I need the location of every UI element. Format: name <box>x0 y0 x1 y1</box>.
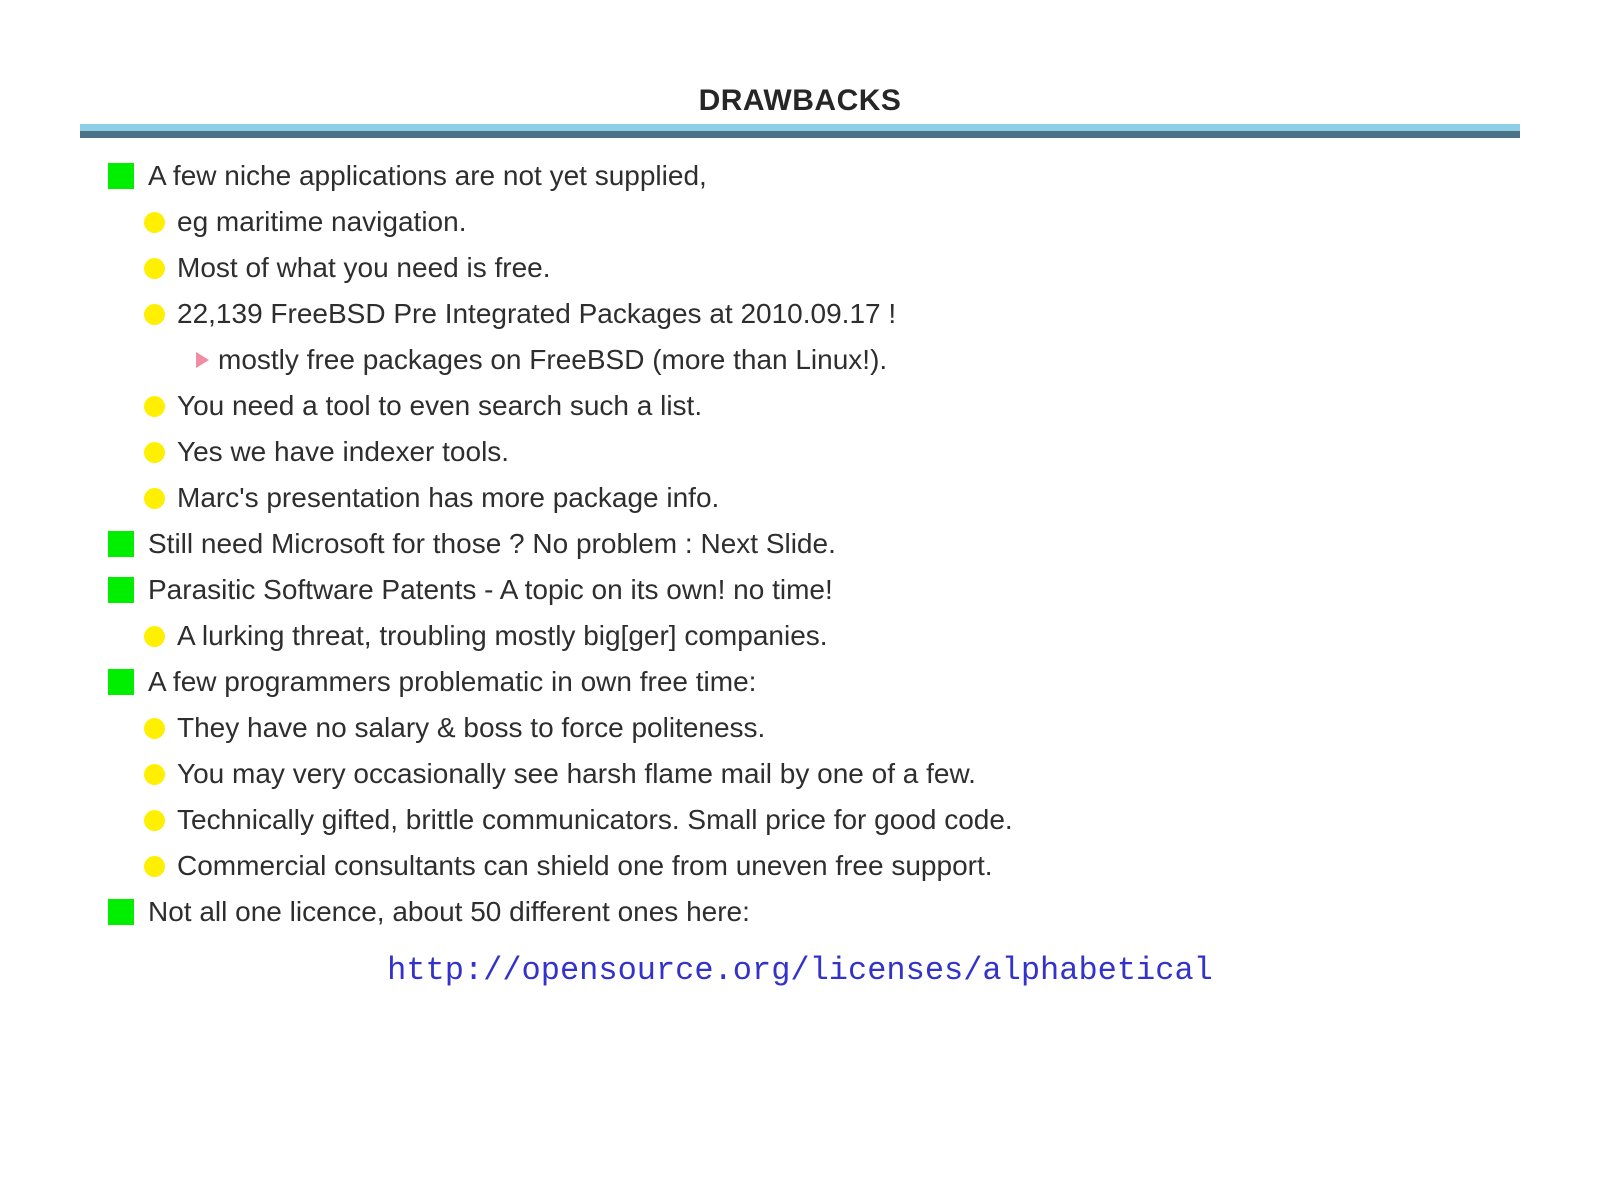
list-item <box>0 199 1600 245</box>
circle-bullet-icon <box>144 764 165 785</box>
bullet-text: Parasitic Software Patents - A topic on its own! no time! <box>148 574 833 605</box>
bullet-text: Yes we have indexer tools. <box>177 436 510 467</box>
circle-bullet-icon <box>144 626 165 647</box>
square-bullet-icon <box>108 669 134 695</box>
list-item <box>0 751 1600 797</box>
circle-bullet-icon <box>144 810 165 831</box>
bullet-text: mostly free packages on FreeBSD (more than Linux!). <box>218 344 888 375</box>
bullet-text: A lurking threat, troubling mostly big[ger] companies. <box>177 620 828 651</box>
title-divider <box>80 124 1520 138</box>
list-item <box>0 889 1600 935</box>
link-line <box>0 947 1600 993</box>
bullet-text: They have no salary & boss to force politeness. <box>177 712 766 743</box>
circle-bullet-icon <box>144 442 165 463</box>
list-item <box>0 613 1600 659</box>
circle-bullet-icon <box>144 212 165 233</box>
bullet-text: Still need Microsoft for those ? No problem : Next Slide. <box>148 528 836 559</box>
bullet-text: 22,139 FreeBSD Pre Integrated Packages at 2010.09.17 ! <box>177 298 897 329</box>
circle-bullet-icon <box>144 304 165 325</box>
page-title: DRAWBACKS <box>698 84 902 117</box>
list-item <box>0 475 1600 521</box>
circle-bullet-icon <box>144 258 165 279</box>
square-bullet-icon <box>108 899 134 925</box>
list-item <box>0 291 1600 337</box>
bullet-text: Marc's presentation has more package info. <box>177 482 720 513</box>
circle-bullet-icon <box>144 488 165 509</box>
bullet-text: Most of what you need is free. <box>177 252 551 283</box>
list-item <box>0 797 1600 843</box>
square-bullet-icon <box>108 531 134 557</box>
list-item <box>0 429 1600 475</box>
bullet-list <box>0 153 1600 935</box>
circle-bullet-icon <box>144 396 165 417</box>
circle-bullet-icon <box>144 718 165 739</box>
list-item <box>0 659 1600 705</box>
divider-dark-band <box>80 131 1520 138</box>
list-item <box>0 521 1600 567</box>
triangle-bullet-icon <box>196 352 209 368</box>
square-bullet-icon <box>108 163 134 189</box>
bullet-text: A few programmers problematic in own free time: <box>148 666 757 697</box>
list-item <box>0 383 1600 429</box>
opensource-licenses-link[interactable]: http://opensource.org/licenses/alphabetical <box>387 951 1213 989</box>
list-item <box>0 843 1600 889</box>
bullet-text: Technically gifted, brittle communicators. Small price for good code. <box>177 804 1013 835</box>
list-item <box>0 705 1600 751</box>
bullet-text: Not all one licence, about 50 different ones here: <box>148 896 750 927</box>
bullet-text: You may very occasionally see harsh flame mail by one of a few. <box>177 758 976 789</box>
circle-bullet-icon <box>144 856 165 877</box>
square-bullet-icon <box>108 577 134 603</box>
list-item <box>0 567 1600 613</box>
divider-light-band <box>80 124 1520 131</box>
bullet-text: A few niche applications are not yet supplied, <box>148 160 707 191</box>
bullet-text: Commercial consultants can shield one from uneven free support. <box>177 850 993 881</box>
list-item <box>0 245 1600 291</box>
list-item <box>0 337 1600 383</box>
bullet-text: You need a tool to even search such a list. <box>177 390 703 421</box>
list-item <box>0 153 1600 199</box>
bullet-text: eg maritime navigation. <box>177 206 467 237</box>
